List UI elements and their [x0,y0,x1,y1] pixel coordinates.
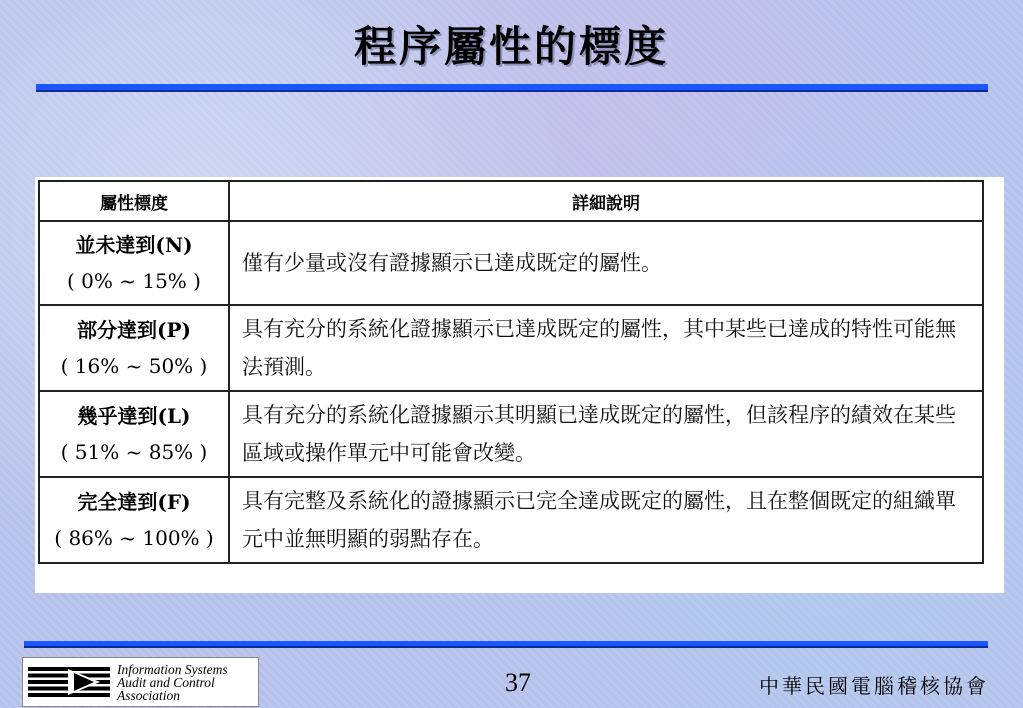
description-cell: 具有充分的系統化證據顯示已達成既定的屬性，其中某些已達成的特性可能無法預測。 [229,305,983,391]
header-attribute-scale: 屬性標度 [39,181,229,221]
attribute-scale-table [38,180,984,564]
table-header-row [39,181,983,221]
level-label: 幾乎達到(L) [77,404,191,428]
logo-stripes-icon [28,667,110,697]
level-cell [39,477,229,563]
logo-line: Information Systems [117,662,228,677]
level-cell [39,305,229,391]
level-range: ( 51% ~ 85% ) [60,440,208,464]
header-detailed-description: 詳細說明 [229,181,983,221]
level-label: 並未達到(N) [75,233,193,257]
slide-title: 程序屬性的標度 [353,22,669,71]
level-cell [39,391,229,477]
logo-line: Association [117,688,180,703]
description-cell: 具有充分的系統化證據顯示其明顯已達成既定的屬性，但該程序的績效在某些區域或操作單元中可能會改變。 [229,391,983,477]
description-cell: 僅有少量或沒有證據顯示已達成既定的屬性。 [229,221,983,305]
level-cell [39,221,229,305]
isaca-logo [22,657,259,707]
level-range: ( 16% ~ 50% ) [60,354,208,378]
logo-line: Audit and Control [117,675,215,690]
table-row [39,477,983,563]
table-row [39,221,983,305]
level-label: 完全達到(F) [77,490,191,514]
bottom-divider [24,641,988,648]
description-cell: 具有完整及系統化的證據顯示已完全達成既定的屬性，且在整個既定的組織單元中並無明顯的弱點存在。 [229,477,983,563]
association-name: 中華民國電腦稽核協會 [759,674,989,698]
logo-text [117,663,228,702]
level-range: ( 0% ~ 15% ) [67,269,201,293]
table-row [39,391,983,477]
level-label: 部分達到(P) [77,318,191,342]
level-range: ( 86% ~ 100% ) [54,526,214,550]
page-number: 37 [505,668,531,697]
table-row [39,305,983,391]
top-divider [36,84,988,92]
